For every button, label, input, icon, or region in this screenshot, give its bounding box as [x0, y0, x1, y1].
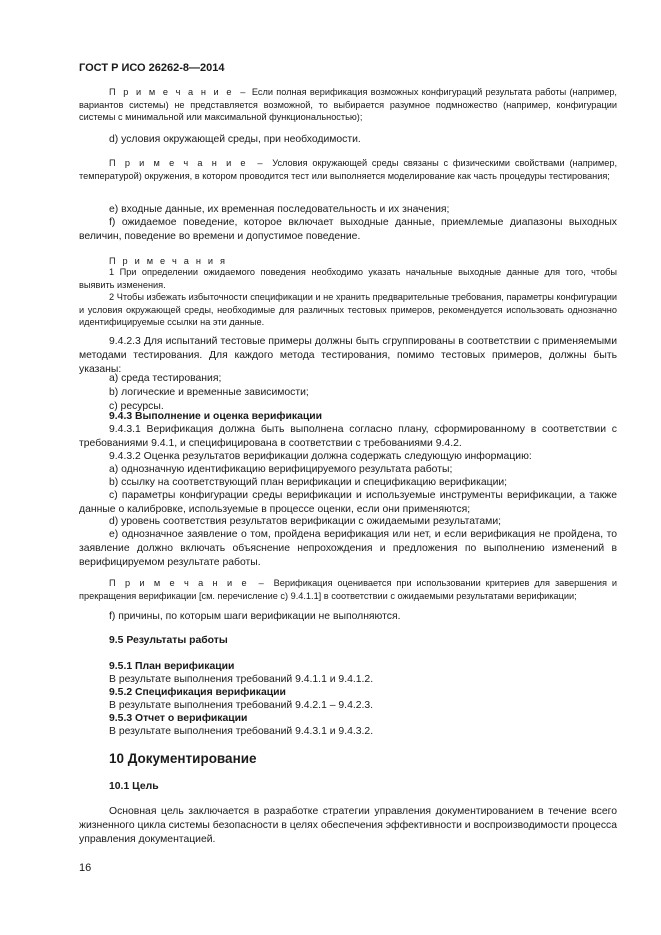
heading-10: 10 Документирование [109, 751, 257, 766]
result-9-5-1: В результате выполнения требований 9.4.1.1 и 9.4.1.2. [109, 674, 374, 685]
item-d: d) условия окружающей среды, при необходимости. [109, 134, 361, 145]
heading-10-1: 10.1 Цель [109, 781, 159, 792]
note-4: П р и м е ч а н и е – Верификация оценивается при использовании критериев для завершения и прекращения верификации [см. перечисление c) 9.4.1.1] в соответствии с ожидаемыми результатами верификации; [79, 578, 618, 601]
notes-label: П р и м е ч а н и я [109, 256, 228, 266]
note-2: П р и м е ч а н и е – Условия окружающей среды связаны с физическими свойствами (например, температурой) окружения, в котором проводится тест или выполняется моделирование как часть процедуры тестирования; [79, 158, 618, 181]
result-9-5-3: В результате выполнения требований 9.4.3.1 и 9.4.3.2. [109, 726, 374, 737]
result-9-5-2: В результате выполнения требований 9.4.2.1 – 9.4.2.3. [109, 700, 374, 711]
list-item: a) однозначную идентификацию верифицируемого результата работы; [109, 464, 453, 475]
heading-9-4-3: 9.4.3 Выполнение и оценка верификации [109, 411, 323, 422]
item-f2: f) причины, по которым шаги верификации не выполняются. [109, 611, 401, 622]
list-item: a) среда тестирования; [109, 373, 222, 384]
heading-9-5-2: 9.5.2 Спецификация верификации [109, 687, 286, 698]
heading-9-5: 9.5 Результаты работы [109, 635, 228, 646]
heading-9-5-3: 9.5.3 Отчет о верификации [109, 713, 248, 724]
list-item: d) уровень соответствия результатов верификации с ожидаемыми результатами; [109, 516, 502, 527]
item-f: f) ожидаемое поведение, которое включает выходные данные, приемлемые диапазоны выходных величин, поведение во времени и допустимое поведение. [79, 217, 617, 242]
heading-9-5-1: 9.5.1 План верификации [109, 661, 235, 672]
list-item: c) ресурсы. [109, 401, 164, 412]
note-1: П р и м е ч а н и е – Если полная верификация возможных конфигураций результата работы (например, вариантов системы) не представляется возможной, то выбирается разумное подмножество (например, конфигурации системы с минимальной или максимальной функциональностью); [79, 87, 617, 122]
note-3-1: 1 При определении ожидаемого поведения необходимо указать начальные выходные данные для того, чтобы выявить изменения. [79, 267, 617, 290]
item-e: e) входные данные, их временная последовательность и их значения; [109, 204, 450, 215]
list-item: c) параметры конфигурации среды верификации и используемые инструменты верификации, а также данные о калибровке, используемые в процессе оценки, если они применяются; [79, 490, 617, 515]
page-number: 16 [79, 862, 92, 874]
list-item: b) ссылку на соответствующий план верификации и спецификацию верификации; [109, 477, 508, 488]
list-item: b) логические и временные зависимости; [109, 387, 309, 398]
paragraph-9-4-3-1: 9.4.3.1 Верификация должна быть выполнена согласно плану, сформированному в соответствии с требованиями 9.4.1, и специфицирована в соответствии с требованиями 9.4.2. [79, 424, 617, 449]
list-item: e) однозначное заявление о том, пройдена верификация или нет, и если верификация не пройдена, то заявление должно включать объяснение непрохождения и предложения по выполнению изменений в верифицируемом результате работы. [79, 529, 617, 568]
note-3-2: 2 Чтобы избежать избыточности спецификации и не хранить предварительные требования, параметры конфигурации и условия окружающей среды, необходимые для различных тестовых примеров, рекомендуется использовать однозначно идентифицируемые ссылки на эти данные. [79, 292, 617, 327]
paragraph-9-4-2-3: 9.4.2.3 Для испытаний тестовые примеры должны быть сгруппированы в соответствии с применяемыми методами тестирования. Для каждого метода тестирования, помимо тестовых примеров, должны быть указаны: [79, 336, 617, 375]
paragraph-10-1: Основная цель заключается в разработке стратегии управления документированием в течение всего жизненного цикла системы безопасности в целях обеспечения эффективности и воспроизводимости процесса управления документацией. [79, 806, 617, 845]
paragraph-9-4-3-2: 9.4.3.2 Оценка результатов верификации должна содержать следующую информацию: [109, 451, 532, 462]
document-header: ГОСТ Р ИСО 26262-8—2014 [79, 62, 225, 74]
